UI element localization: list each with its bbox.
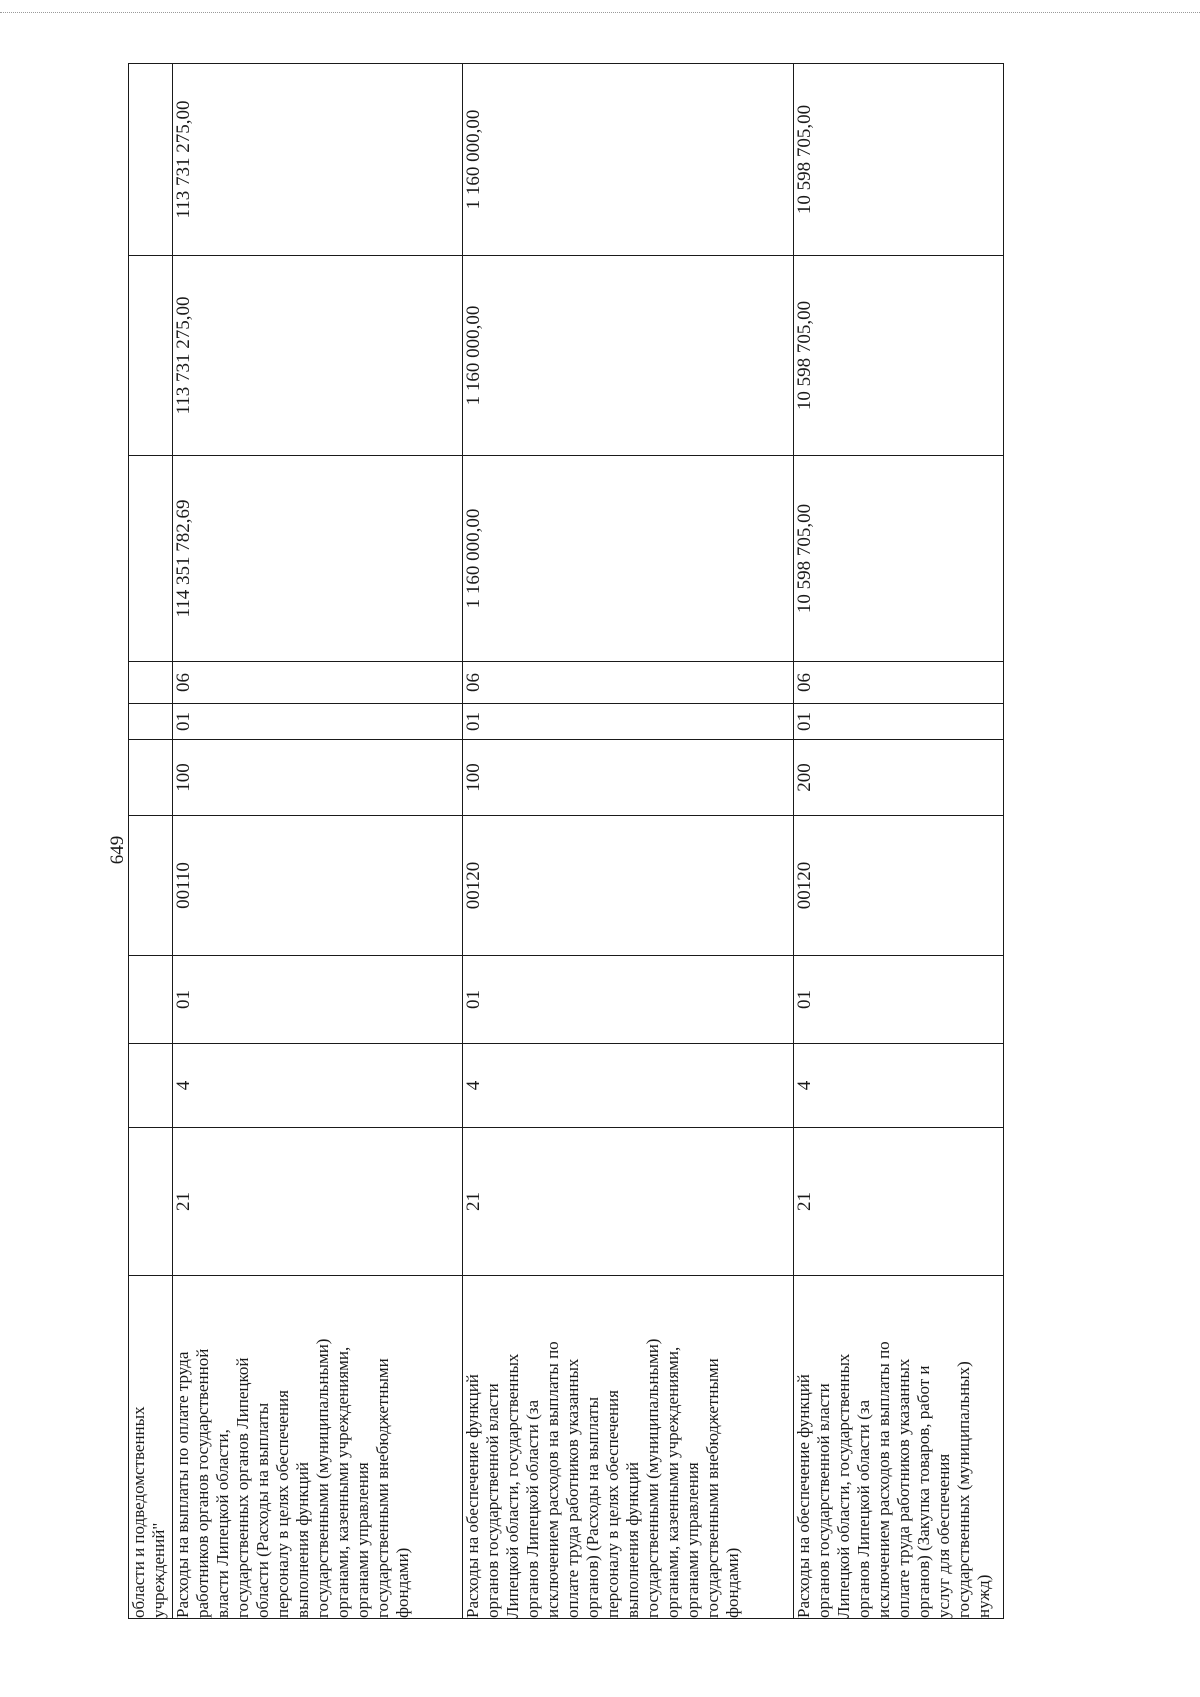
description-line: органов государственной власти: [483, 1383, 502, 1618]
description-line: власти Липецкой области,: [213, 1429, 232, 1618]
table-row: [794, 64, 1004, 1619]
description-line: Липецкой области, государственных: [834, 1353, 853, 1618]
description-line: органов Липецкой области (за: [523, 1399, 542, 1618]
scan-edge-rule: [0, 12, 1200, 13]
description-line: персоналу в целях обеспечения: [603, 1390, 622, 1618]
description-line: области и подведомственных: [129, 1406, 148, 1618]
budget-table: [128, 63, 1004, 1619]
amount-year-2-cell: 113 731 275,00: [173, 256, 463, 456]
description-line: государственными (муниципальными): [313, 1338, 332, 1618]
description-line: органов государственной власти: [814, 1383, 833, 1618]
subsection-code-cell: 01: [173, 956, 463, 1044]
subsection-code-cell: 01: [794, 956, 1004, 1044]
grbs-code-cell: [129, 1128, 173, 1276]
section-code-cell: [129, 1044, 173, 1128]
section-code-cell: 4: [794, 1044, 1004, 1128]
target-item-code-cell: 00110: [173, 816, 463, 956]
description-line: исключением расходов на выплаты по: [543, 1341, 562, 1618]
description-line: органами управления: [353, 1462, 372, 1618]
amount-year-1-cell: [129, 456, 173, 662]
amount-year-3-cell: 10 598 705,00: [794, 64, 1004, 256]
section-code-cell: 4: [463, 1044, 794, 1128]
section-code-cell: 4: [173, 1044, 463, 1128]
description-line: услуг для обеспечения: [934, 1453, 953, 1618]
expense-type-code-cell: 200: [794, 740, 1004, 816]
description-line: государственных органов Липецкой: [233, 1357, 252, 1618]
description-line: государственных (муниципальных): [954, 1361, 973, 1618]
table-row: [463, 64, 794, 1619]
description-line: оплате труда работников указанных: [563, 1358, 582, 1618]
description-line: нужд): [974, 1574, 993, 1618]
sub-code-1-cell: 01: [463, 704, 794, 740]
sub-code-2-cell: 06: [463, 662, 794, 704]
description-line: органами, казенными учреждениями,: [663, 1346, 682, 1618]
description-line: органов) (Расходы на выплаты: [583, 1396, 602, 1618]
amount-year-1-cell: 1 160 000,00: [463, 456, 794, 662]
table-row: [173, 64, 463, 1619]
amount-year-2-cell: [129, 256, 173, 456]
amount-year-3-cell: 113 731 275,00: [173, 64, 463, 256]
description-line: фондами): [723, 1547, 742, 1618]
row-description: [129, 1276, 173, 1619]
row-description: [794, 1276, 1004, 1619]
grbs-code-cell: 21: [463, 1128, 794, 1276]
target-item-code-cell: [129, 816, 173, 956]
description-line: персоналу в целях обеспечения: [273, 1390, 292, 1618]
row-description: [463, 1276, 794, 1619]
row-description: [173, 1276, 463, 1619]
amount-year-3-cell: [129, 64, 173, 256]
description-line: Липецкой области, государственных: [503, 1353, 522, 1618]
sub-code-2-cell: 06: [794, 662, 1004, 704]
grbs-code-cell: 21: [794, 1128, 1004, 1276]
subsection-code-cell: 01: [463, 956, 794, 1044]
description-line: выполнения функций: [293, 1462, 312, 1618]
description-line: оплате труда работников указанных: [894, 1358, 913, 1618]
description-line: Расходы на обеспечение функций: [463, 1374, 482, 1618]
description-line: органами управления: [683, 1462, 702, 1618]
sub-code-2-cell: 06: [173, 662, 463, 704]
page-number: 649: [107, 835, 128, 865]
description-line: исключением расходов на выплаты по: [874, 1341, 893, 1618]
rotated-table-container: [128, 64, 1003, 1619]
grbs-code-cell: 21: [173, 1128, 463, 1276]
expense-type-code-cell: [129, 740, 173, 816]
description-line: Расходы на выплаты по оплате труда: [173, 1351, 192, 1618]
target-item-code-cell: 00120: [794, 816, 1004, 956]
expense-type-code-cell: 100: [173, 740, 463, 816]
description-line: органов Липецкой области (за: [854, 1399, 873, 1618]
description-line: учреждений": [149, 1522, 168, 1618]
sub-code-1-cell: 01: [794, 704, 1004, 740]
amount-year-2-cell: 1 160 000,00: [463, 256, 794, 456]
table-row: [129, 64, 173, 1619]
amount-year-3-cell: 1 160 000,00: [463, 64, 794, 256]
amount-year-2-cell: 10 598 705,00: [794, 256, 1004, 456]
description-line: Расходы на обеспечение функций: [794, 1374, 813, 1618]
description-line: органами, казенными учреждениями,: [333, 1346, 352, 1618]
target-item-code-cell: 00120: [463, 816, 794, 956]
expense-type-code-cell: 100: [463, 740, 794, 816]
amount-year-1-cell: 114 351 782,69: [173, 456, 463, 662]
description-line: фондами): [393, 1547, 412, 1618]
description-line: выполнения функций: [623, 1462, 642, 1618]
description-line: государственными внебюджетными: [373, 1358, 392, 1618]
subsection-code-cell: [129, 956, 173, 1044]
amount-year-1-cell: 10 598 705,00: [794, 456, 1004, 662]
table-body: [129, 64, 1004, 1619]
description-line: органов) (Закупка товаров, работ и: [914, 1365, 933, 1618]
description-line: работников органов государственной: [193, 1348, 212, 1618]
sub-code-2-cell: [129, 662, 173, 704]
description-line: государственными внебюджетными: [703, 1358, 722, 1618]
description-line: государственными (муниципальными): [643, 1338, 662, 1618]
sub-code-1-cell: [129, 704, 173, 740]
sub-code-1-cell: 01: [173, 704, 463, 740]
description-line: области (Расходы на выплаты: [253, 1402, 272, 1618]
